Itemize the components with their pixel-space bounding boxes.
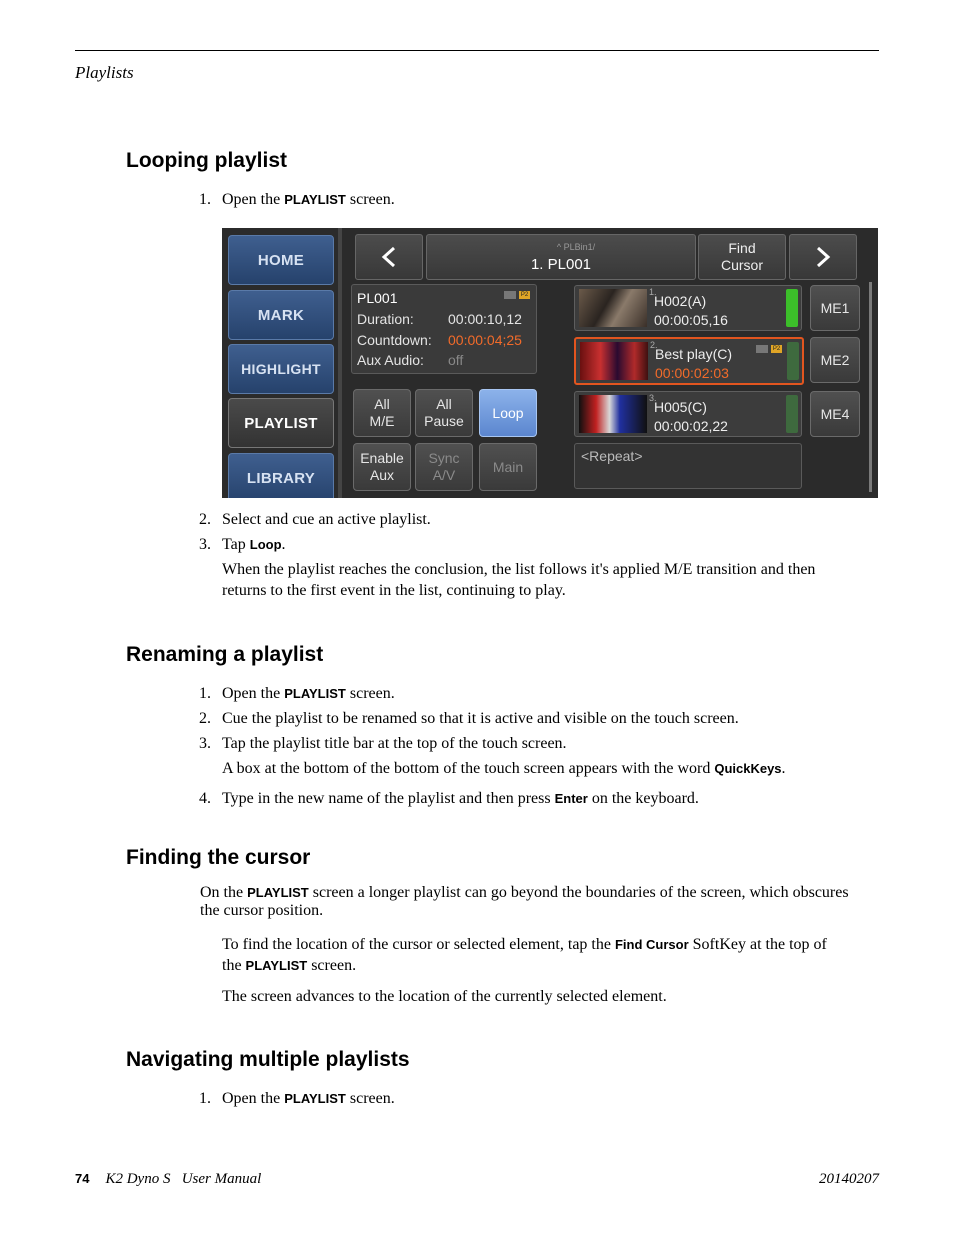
step-text: Open the PLAYLIST screen. <box>222 191 395 208</box>
paragraph: The screen advances to the location of the currently selected element. <box>222 988 667 1005</box>
page-number: 74 <box>75 1171 90 1186</box>
event-time: 00:00:05,16 <box>654 312 728 328</box>
section-title-renaming: Renaming a playlist <box>126 643 324 666</box>
ui-term: PLAYLIST <box>245 958 308 973</box>
step-number: 4. <box>199 790 211 807</box>
paragraph: the PLAYLIST screen. <box>222 957 357 974</box>
event-name: H005(C) <box>654 399 707 415</box>
bin-path: ^ PLBin1/ <box>556 241 596 252</box>
playlist-screenshot <box>222 228 878 498</box>
scrollbar[interactable] <box>869 282 872 492</box>
playlist-title: 1. PL001 <box>530 255 592 273</box>
sync-av-button[interactable]: Sync A/V <box>415 443 473 491</box>
footer-date: 20140207 <box>819 1171 879 1187</box>
playlist-event-cued[interactable] <box>574 337 804 385</box>
ui-term: Loop <box>249 537 282 552</box>
event-name: H002(A) <box>654 293 707 309</box>
step-description: When the playlist reaches the conclusion, the list follows it's applied M/E transition and then <box>222 561 816 578</box>
step-number: 2. <box>199 511 211 528</box>
step-text: Cue the playlist to be renamed so that it is active and visible on the touch screen. <box>222 710 739 727</box>
me1-button[interactable]: ME1 <box>810 285 860 331</box>
event-thumbnail <box>579 289 647 327</box>
ui-term: PLAYLIST <box>247 885 309 900</box>
step-text: Open the PLAYLIST screen. <box>222 685 395 702</box>
duration-value: 00:00:10,12 <box>448 311 522 327</box>
playlist-event[interactable] <box>574 391 802 437</box>
event-number: 1. <box>649 287 657 297</box>
section-title-navigating: Navigating multiple playlists <box>126 1048 410 1071</box>
step-number: 3. <box>199 536 211 553</box>
step-text: Tap the playlist title bar at the top of the touch screen. <box>222 735 567 752</box>
event-meter <box>786 395 798 433</box>
aux-audio-value: off <box>448 352 464 368</box>
nav-highlight-button[interactable]: HIGHLIGHT <box>228 344 334 394</box>
step-text: Type in the new name of the playlist and then press Enter on the keyboard. <box>222 790 699 807</box>
divider <box>338 228 342 498</box>
ui-term: QuickKeys <box>714 761 782 776</box>
all-pause-button[interactable]: All Pause <box>415 389 473 437</box>
running-head: Playlists <box>75 63 134 82</box>
ui-term: Find Cursor <box>614 937 689 952</box>
paragraph: On the PLAYLIST screen a longer playlist can go beyond the boundaries of the screen, which obscures <box>200 884 849 901</box>
ui-term: PLAYLIST <box>284 686 346 701</box>
countdown-label: Countdown: <box>357 332 432 348</box>
event-meter <box>787 342 799 380</box>
nav-mark-button[interactable]: MARK <box>228 290 334 340</box>
step-description: returns to the first event in the list, continuing to play. <box>222 582 566 599</box>
status-box <box>756 345 768 353</box>
event-time: 00:00:02,22 <box>654 418 728 434</box>
main-button[interactable]: Main <box>479 443 537 491</box>
repeat-label: <Repeat> <box>581 448 643 464</box>
step-number: 3. <box>199 735 211 752</box>
loop-button[interactable]: Loop <box>479 389 537 437</box>
find-cursor-button[interactable]: Find Cursor <box>698 234 786 280</box>
step-number: 1. <box>199 685 211 702</box>
event-number: 2. <box>650 340 658 350</box>
footer-left <box>75 1171 261 1188</box>
playlist-title-bar[interactable] <box>426 234 696 280</box>
header-rule <box>75 50 879 51</box>
step-number: 1. <box>199 191 211 208</box>
paragraph: the cursor position. <box>200 902 324 919</box>
step-text: Tap Loop. <box>222 536 286 553</box>
me2-button[interactable]: ME2 <box>810 337 860 383</box>
playlist-name: PL001 <box>357 290 398 306</box>
chevron-right-icon <box>814 246 832 268</box>
event-number: 3. <box>649 393 657 403</box>
ui-term: PLAYLIST <box>284 192 346 207</box>
nav-playlist-button[interactable]: PLAYLIST <box>228 398 334 448</box>
nav-library-button[interactable]: LIBRARY <box>228 453 334 498</box>
playlist-info-panel <box>351 284 537 374</box>
duration-label: Duration: <box>357 311 414 327</box>
status-box <box>504 291 516 299</box>
event-time: 00:00:02:03 <box>655 365 729 381</box>
countdown-value: 00:00:04;25 <box>448 332 522 348</box>
paragraph: To find the location of the cursor or selected element, tap the Find Cursor SoftKey at the top of <box>222 936 827 953</box>
event-meter <box>786 289 798 327</box>
section-title-looping: Looping playlist <box>126 149 287 172</box>
repeat-slot[interactable] <box>574 443 802 489</box>
chevron-left-icon <box>380 246 398 268</box>
p2-badge: P2 <box>520 292 529 298</box>
aux-audio-label: Aux Audio: <box>357 352 424 368</box>
all-me-button[interactable]: All M/E <box>353 389 411 437</box>
me4-button[interactable]: ME4 <box>810 391 860 437</box>
step-text: Select and cue an active playlist. <box>222 511 431 528</box>
step-number: 1. <box>199 1090 211 1107</box>
step-note: A box at the bottom of the bottom of the touch screen appears with the word QuickKeys. <box>222 760 786 777</box>
enable-aux-button[interactable]: Enable Aux <box>353 443 411 491</box>
step-text: Open the PLAYLIST screen. <box>222 1090 395 1107</box>
event-thumbnail <box>580 342 648 380</box>
manual-title: K2 Dyno S User Manual <box>105 1171 262 1187</box>
section-title-finding: Finding the cursor <box>126 846 311 869</box>
playlist-event[interactable] <box>574 285 802 331</box>
ui-term: PLAYLIST <box>284 1091 346 1106</box>
next-playlist-button[interactable] <box>789 234 857 280</box>
p2-badge: P2 <box>772 346 781 352</box>
event-name: Best play(C) <box>655 346 733 362</box>
prev-playlist-button[interactable] <box>355 234 423 280</box>
event-thumbnail <box>579 395 647 433</box>
nav-home-button[interactable]: HOME <box>228 235 334 285</box>
step-number: 2. <box>199 710 211 727</box>
ui-term: Enter <box>554 791 588 806</box>
